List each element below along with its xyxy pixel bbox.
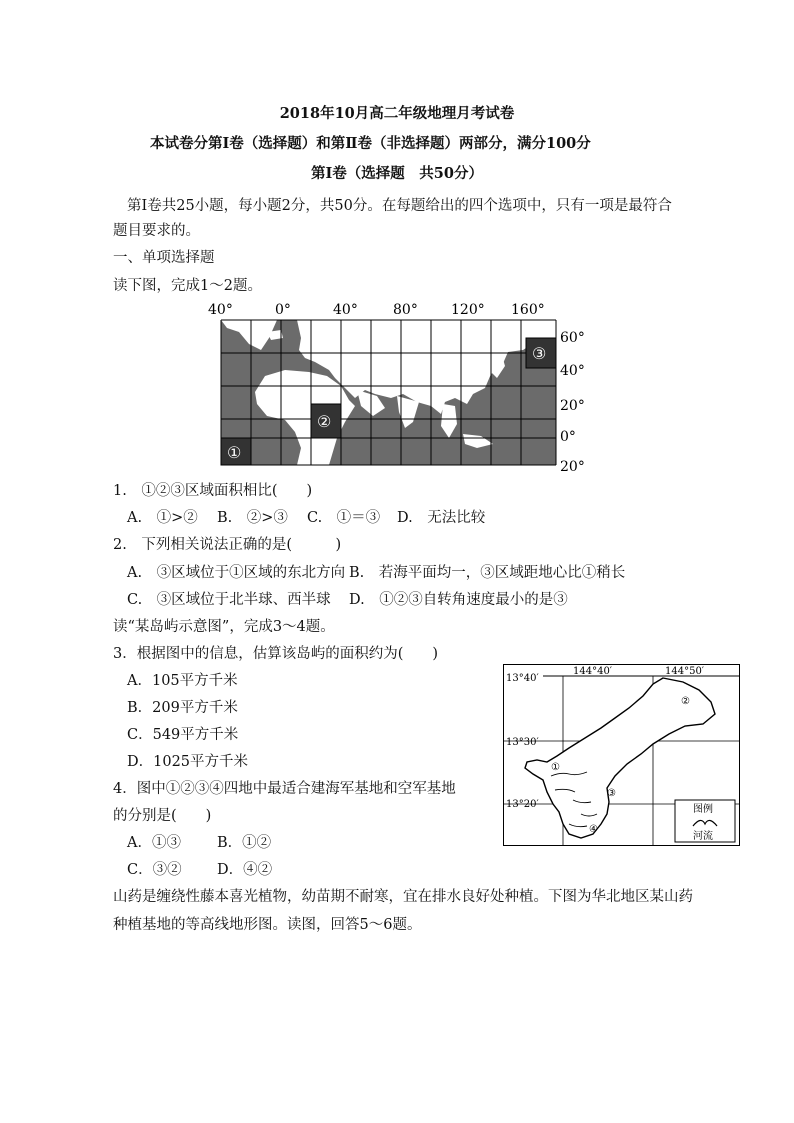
q3-option-d: D．1025平方千米: [127, 754, 249, 770]
section-heading: 第Ⅰ卷（选择题 共50分）: [311, 165, 483, 182]
lat-label: 13°30′: [506, 737, 539, 748]
world-map-figure: [205, 298, 595, 476]
part-heading: 一、单项选择题: [113, 250, 215, 266]
lat-label: 0°: [560, 429, 576, 445]
region-3-marker: ③: [532, 344, 547, 363]
site-4-marker: ④: [589, 824, 598, 835]
lon-label: 80°: [393, 302, 418, 318]
q1-option-a: A. ①>②: [127, 510, 198, 526]
instructions-line-1: 第Ⅰ卷共25小题，每小题2分，共50分。在每题给出的四个选项中，只有一项是最符合: [127, 198, 672, 214]
lon-label: 160°: [511, 302, 545, 318]
lead-text-1: 读下图，完成1～2题。: [113, 278, 262, 294]
instructions-line-2: 题目要求的。: [113, 223, 200, 239]
island-map-figure: [503, 664, 740, 846]
q3-stem: 3．根据图中的信息，估算该岛屿的面积约为( ): [113, 646, 439, 662]
lon-label: 144°50′: [665, 666, 705, 677]
lat-label: 13°40′: [506, 673, 539, 684]
q2-option-b: B. 若海平面均一，③区域距地心比①稍长: [349, 565, 626, 581]
lat-label: 20°: [560, 459, 585, 475]
lon-label: 40°: [333, 302, 358, 318]
lon-label: 144°40′: [573, 666, 613, 677]
lon-label: 40°: [208, 302, 233, 318]
site-3-marker: ③: [607, 788, 616, 799]
legend-title: 图例: [693, 804, 713, 815]
exam-title: 2018年10月高二年级地理月考试卷: [279, 105, 515, 122]
q1-stem: 1. ①②③区域面积相比( ): [113, 483, 313, 499]
q4-stem-line-1: 4．图中①②③④四地中最适合建海军基地和空军基地: [113, 781, 456, 797]
legend-item-river: 河流: [693, 831, 713, 842]
paragraph-line-1: 山药是缠绕性藤本喜光植物，幼苗期不耐寒，宜在排水良好处种植。下图为华北地区某山药: [113, 889, 693, 905]
lat-label: 20°: [560, 398, 585, 414]
q1-option-c: C. ①＝③: [307, 510, 381, 526]
region-2-marker: ②: [317, 412, 332, 431]
lead-text-2: 读“某岛屿示意图”，完成3～4题。: [113, 619, 335, 635]
site-1-marker: ①: [551, 762, 560, 773]
q4-option-d: D．④②: [217, 862, 273, 878]
q1-option-b: B. ②>③: [217, 510, 288, 526]
lon-label: 0°: [275, 302, 291, 318]
lat-label: 60°: [560, 330, 585, 346]
exam-subtitle: 本试卷分第Ⅰ卷（选择题）和第Ⅱ卷（非选择题）两部分，满分100分: [150, 135, 591, 152]
paragraph-line-2: 种植基地的等高线地形图。读图，回答5～6题。: [113, 917, 422, 933]
lat-label: 40°: [560, 363, 585, 379]
q2-stem: 2. 下列相关说法正确的是( ): [113, 537, 342, 553]
q2-option-a: A. ③区域位于①区域的东北方向: [127, 565, 346, 581]
region-1-marker: ①: [227, 443, 242, 462]
q3-option-a: A．105平方千米: [127, 673, 238, 689]
q1-option-d: D. 无法比较: [397, 510, 486, 526]
q3-option-b: B．209平方千米: [127, 700, 238, 716]
site-2-marker: ②: [681, 696, 690, 707]
q4-option-b: B．①②: [217, 835, 272, 851]
q2-option-c: C. ③区域位于北半球、西半球: [127, 592, 331, 608]
q4-stem-line-2: 的分别是( ): [113, 808, 212, 824]
q2-option-d: D. ①②③自转角速度最小的是③: [349, 592, 568, 608]
lat-label: 13°20′: [506, 799, 539, 810]
q4-option-c: C．③②: [127, 862, 182, 878]
lon-label: 120°: [451, 302, 485, 318]
q3-option-c: C．549平方千米: [127, 727, 239, 743]
q4-option-a: A．①③: [127, 835, 181, 851]
